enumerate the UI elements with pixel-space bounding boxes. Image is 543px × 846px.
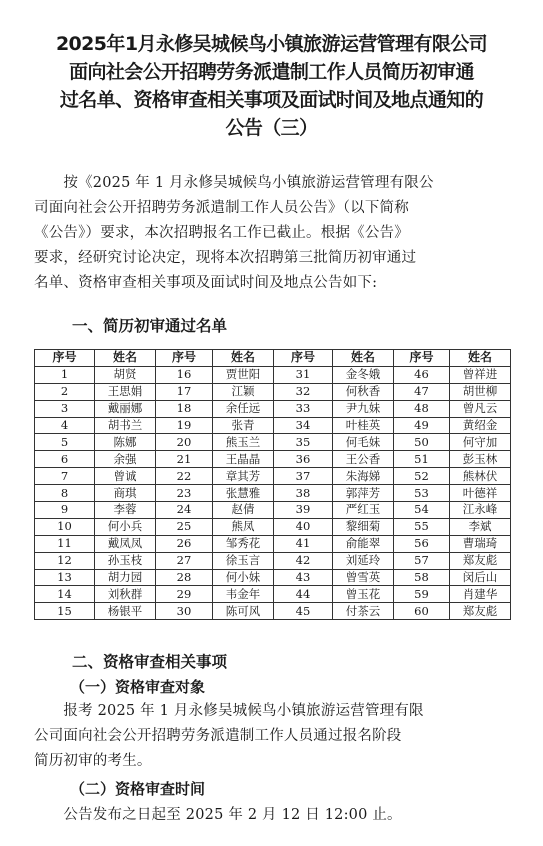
table-row [35, 383, 511, 400]
candidate-name-cell: 金冬娥 [333, 366, 394, 383]
candidate-name-cell: 熊玉兰 [213, 434, 274, 451]
serial-number-cell: 58 [394, 569, 450, 586]
serial-number-cell: 35 [274, 434, 333, 451]
section-heading: 一、简历初审通过名单 [72, 317, 228, 335]
candidate-name-cell: 叶桂英 [333, 417, 394, 434]
serial-number-cell: 34 [274, 417, 333, 434]
candidate-name-cell: 胡力园 [95, 569, 156, 586]
qualification-target-paragraph [34, 699, 514, 774]
subsection-heading: （二）资格审查时间 [70, 780, 206, 798]
candidate-name-cell: 陈可风 [213, 603, 274, 620]
serial-number-cell: 27 [156, 552, 213, 569]
candidate-name-cell: 杨银平 [95, 603, 156, 620]
serial-number-cell: 40 [274, 518, 333, 535]
column-header: 序号 [274, 350, 333, 367]
candidate-name-cell: 李蓉 [95, 502, 156, 519]
table-row [35, 502, 511, 519]
paragraph-line: 名单、资格审查相关事项及面试时间及地点公告如下: [34, 275, 378, 291]
serial-number-cell: 43 [274, 569, 333, 586]
serial-number-cell: 52 [394, 468, 450, 485]
serial-number-cell: 47 [394, 383, 450, 400]
serial-number-cell: 9 [35, 502, 95, 519]
paragraph-line: 报考 2025 年 1 月永修吴城候鸟小镇旅游运营管理有限 [34, 703, 424, 719]
intro-paragraph [34, 171, 509, 296]
title-line: 2025年1月永修吴城候鸟小镇旅游运营管理有限公司 [55, 33, 488, 55]
serial-number-cell: 22 [156, 468, 213, 485]
candidate-name-cell: 叶德祥 [450, 485, 511, 502]
candidate-name-cell: 余任远 [213, 400, 274, 417]
serial-number-cell: 30 [156, 603, 213, 620]
title-line: 过名单、资格审查相关事项及面试时间及地点通知的 [59, 89, 484, 111]
serial-number-cell: 18 [156, 400, 213, 417]
serial-number-cell: 28 [156, 569, 213, 586]
table-row [35, 468, 511, 485]
table-row [35, 366, 511, 383]
serial-number-cell: 56 [394, 535, 450, 552]
column-header: 序号 [35, 350, 95, 367]
candidate-name-cell: 郑友彪 [450, 552, 511, 569]
column-header: 姓名 [450, 350, 511, 367]
candidate-name-cell: 李斌 [450, 518, 511, 535]
section-heading: 二、资格审查相关事项 [72, 653, 228, 671]
serial-number-cell: 49 [394, 417, 450, 434]
serial-number-cell: 19 [156, 417, 213, 434]
candidate-name-cell: 王公香 [333, 451, 394, 468]
candidate-name-cell: 刘延玲 [333, 552, 394, 569]
candidate-name-cell: 王晶晶 [213, 451, 274, 468]
candidate-name-cell: 何小妹 [213, 569, 274, 586]
candidate-name-cell: 胡贤 [95, 366, 156, 383]
serial-number-cell: 37 [274, 468, 333, 485]
candidate-name-cell: 何守加 [450, 434, 511, 451]
subsection-heading: （一）资格审查对象 [70, 678, 206, 696]
candidate-name-cell: 张青 [213, 417, 274, 434]
paragraph-line: 公告发布之日起至 2025 年 2 月 12 日 12:00 止。 [34, 807, 402, 823]
candidate-name-cell: 俞能翠 [333, 535, 394, 552]
serial-number-cell: 7 [35, 468, 95, 485]
serial-number-cell: 12 [35, 552, 95, 569]
candidate-name-cell: 徐玉言 [213, 552, 274, 569]
serial-number-cell: 29 [156, 586, 213, 603]
candidate-name-cell: 余强 [95, 451, 156, 468]
serial-number-cell: 32 [274, 383, 333, 400]
serial-number-cell: 36 [274, 451, 333, 468]
candidate-name-cell: 胡世柳 [450, 383, 511, 400]
candidate-name-cell: 贾世阳 [213, 366, 274, 383]
serial-number-cell: 10 [35, 518, 95, 535]
candidate-name-cell: 章其芳 [213, 468, 274, 485]
serial-number-cell: 33 [274, 400, 333, 417]
candidate-name-cell: 曾祥进 [450, 366, 511, 383]
candidate-name-cell: 黄绍金 [450, 417, 511, 434]
column-header: 姓名 [95, 350, 156, 367]
paragraph-line: 《公告》）要求，本次招聘报名工作已截止。根据《公告》 [34, 225, 409, 241]
table-row [35, 518, 511, 535]
serial-number-cell: 39 [274, 502, 333, 519]
serial-number-cell: 20 [156, 434, 213, 451]
serial-number-cell: 60 [394, 603, 450, 620]
candidate-name-cell: 刘秋群 [95, 586, 156, 603]
serial-number-cell: 14 [35, 586, 95, 603]
candidate-name-cell: 闵后山 [450, 569, 511, 586]
table-row [35, 485, 511, 502]
serial-number-cell: 55 [394, 518, 450, 535]
paragraph-line: 公司面向社会公开招聘劳务派遣制工作人员通过报名阶段 [34, 728, 402, 744]
serial-number-cell: 50 [394, 434, 450, 451]
candidate-name-cell: 胡书兰 [95, 417, 156, 434]
table-row [35, 400, 511, 417]
serial-number-cell: 11 [35, 535, 95, 552]
candidate-name-cell: 王思娟 [95, 383, 156, 400]
candidate-name-cell: 彭玉林 [450, 451, 511, 468]
paragraph-line: 简历初审的考生。 [34, 753, 152, 769]
serial-number-cell: 4 [35, 417, 95, 434]
candidate-name-cell: 肖建华 [450, 586, 511, 603]
candidate-name-cell: 曾雪英 [333, 569, 394, 586]
serial-number-cell: 1 [35, 366, 95, 383]
title-line: 面向社会公开招聘劳务派遣制工作人员简历初审通 [69, 61, 474, 83]
table-header-row [35, 350, 511, 367]
serial-number-cell: 45 [274, 603, 333, 620]
candidate-name-cell: 戴凤凤 [95, 535, 156, 552]
serial-number-cell: 42 [274, 552, 333, 569]
table-row [35, 569, 511, 586]
serial-number-cell: 21 [156, 451, 213, 468]
serial-number-cell: 46 [394, 366, 450, 383]
serial-number-cell: 31 [274, 366, 333, 383]
table-row [35, 535, 511, 552]
serial-number-cell: 17 [156, 383, 213, 400]
title-line: 公告（三） [225, 117, 318, 139]
candidate-name-cell: 何小兵 [95, 518, 156, 535]
table-row [35, 552, 511, 569]
candidate-name-cell: 熊林伏 [450, 468, 511, 485]
serial-number-cell: 51 [394, 451, 450, 468]
serial-number-cell: 59 [394, 586, 450, 603]
serial-number-cell: 25 [156, 518, 213, 535]
notice-title [18, 30, 525, 142]
serial-number-cell: 8 [35, 485, 95, 502]
qualification-time-paragraph [34, 803, 514, 828]
column-header: 序号 [394, 350, 450, 367]
serial-number-cell: 13 [35, 569, 95, 586]
column-header: 姓名 [333, 350, 394, 367]
candidate-name-cell: 韦金年 [213, 586, 274, 603]
paragraph-line: 司面向社会公开招聘劳务派遣制工作人员公告》（以下简称 [34, 200, 409, 216]
serial-number-cell: 5 [35, 434, 95, 451]
candidate-name-cell: 何毛妹 [333, 434, 394, 451]
serial-number-cell: 44 [274, 586, 333, 603]
candidate-name-cell: 朱海娣 [333, 468, 394, 485]
serial-number-cell: 6 [35, 451, 95, 468]
candidate-name-cell: 熊凤 [213, 518, 274, 535]
column-header: 姓名 [213, 350, 274, 367]
serial-number-cell: 57 [394, 552, 450, 569]
candidate-name-cell: 黎细菊 [333, 518, 394, 535]
table-row [35, 451, 511, 468]
serial-number-cell: 48 [394, 400, 450, 417]
serial-number-cell: 23 [156, 485, 213, 502]
candidate-name-cell: 曾诚 [95, 468, 156, 485]
table-row [35, 434, 511, 451]
candidate-name-cell: 赵倩 [213, 502, 274, 519]
candidate-name-cell: 尹九妹 [333, 400, 394, 417]
candidate-name-cell: 曹瑞琦 [450, 535, 511, 552]
serial-number-cell: 24 [156, 502, 213, 519]
candidate-name-cell: 江永峰 [450, 502, 511, 519]
candidate-name-cell: 陈娜 [95, 434, 156, 451]
paragraph-line: 按《2025 年 1 月永修吴城候鸟小镇旅游运营管理有限公 [34, 175, 434, 191]
serial-number-cell: 3 [35, 400, 95, 417]
passed-candidates-table [34, 349, 511, 620]
serial-number-cell: 54 [394, 502, 450, 519]
candidate-name-cell: 邹秀花 [213, 535, 274, 552]
table-row [35, 417, 511, 434]
candidate-name-cell: 何秋香 [333, 383, 394, 400]
candidate-name-cell: 张慧雅 [213, 485, 274, 502]
candidate-name-cell: 付茶云 [333, 603, 394, 620]
candidate-name-cell: 郑友彪 [450, 603, 511, 620]
table-row [35, 603, 511, 620]
column-header: 序号 [156, 350, 213, 367]
serial-number-cell: 38 [274, 485, 333, 502]
candidate-name-cell: 曾玉花 [333, 586, 394, 603]
candidate-name-cell: 曾凡云 [450, 400, 511, 417]
serial-number-cell: 16 [156, 366, 213, 383]
serial-number-cell: 2 [35, 383, 95, 400]
candidate-name-cell: 孙玉枝 [95, 552, 156, 569]
candidate-name-cell: 江颖 [213, 383, 274, 400]
serial-number-cell: 53 [394, 485, 450, 502]
paragraph-line: 要求，经研究讨论决定，现将本次招聘第三批简历初审通过 [34, 250, 417, 266]
candidate-name-cell: 戴丽娜 [95, 400, 156, 417]
table-row [35, 586, 511, 603]
candidate-name-cell: 商琪 [95, 485, 156, 502]
serial-number-cell: 15 [35, 603, 95, 620]
serial-number-cell: 41 [274, 535, 333, 552]
candidate-name-cell: 郭萍芳 [333, 485, 394, 502]
serial-number-cell: 26 [156, 535, 213, 552]
candidate-name-cell: 严红玉 [333, 502, 394, 519]
